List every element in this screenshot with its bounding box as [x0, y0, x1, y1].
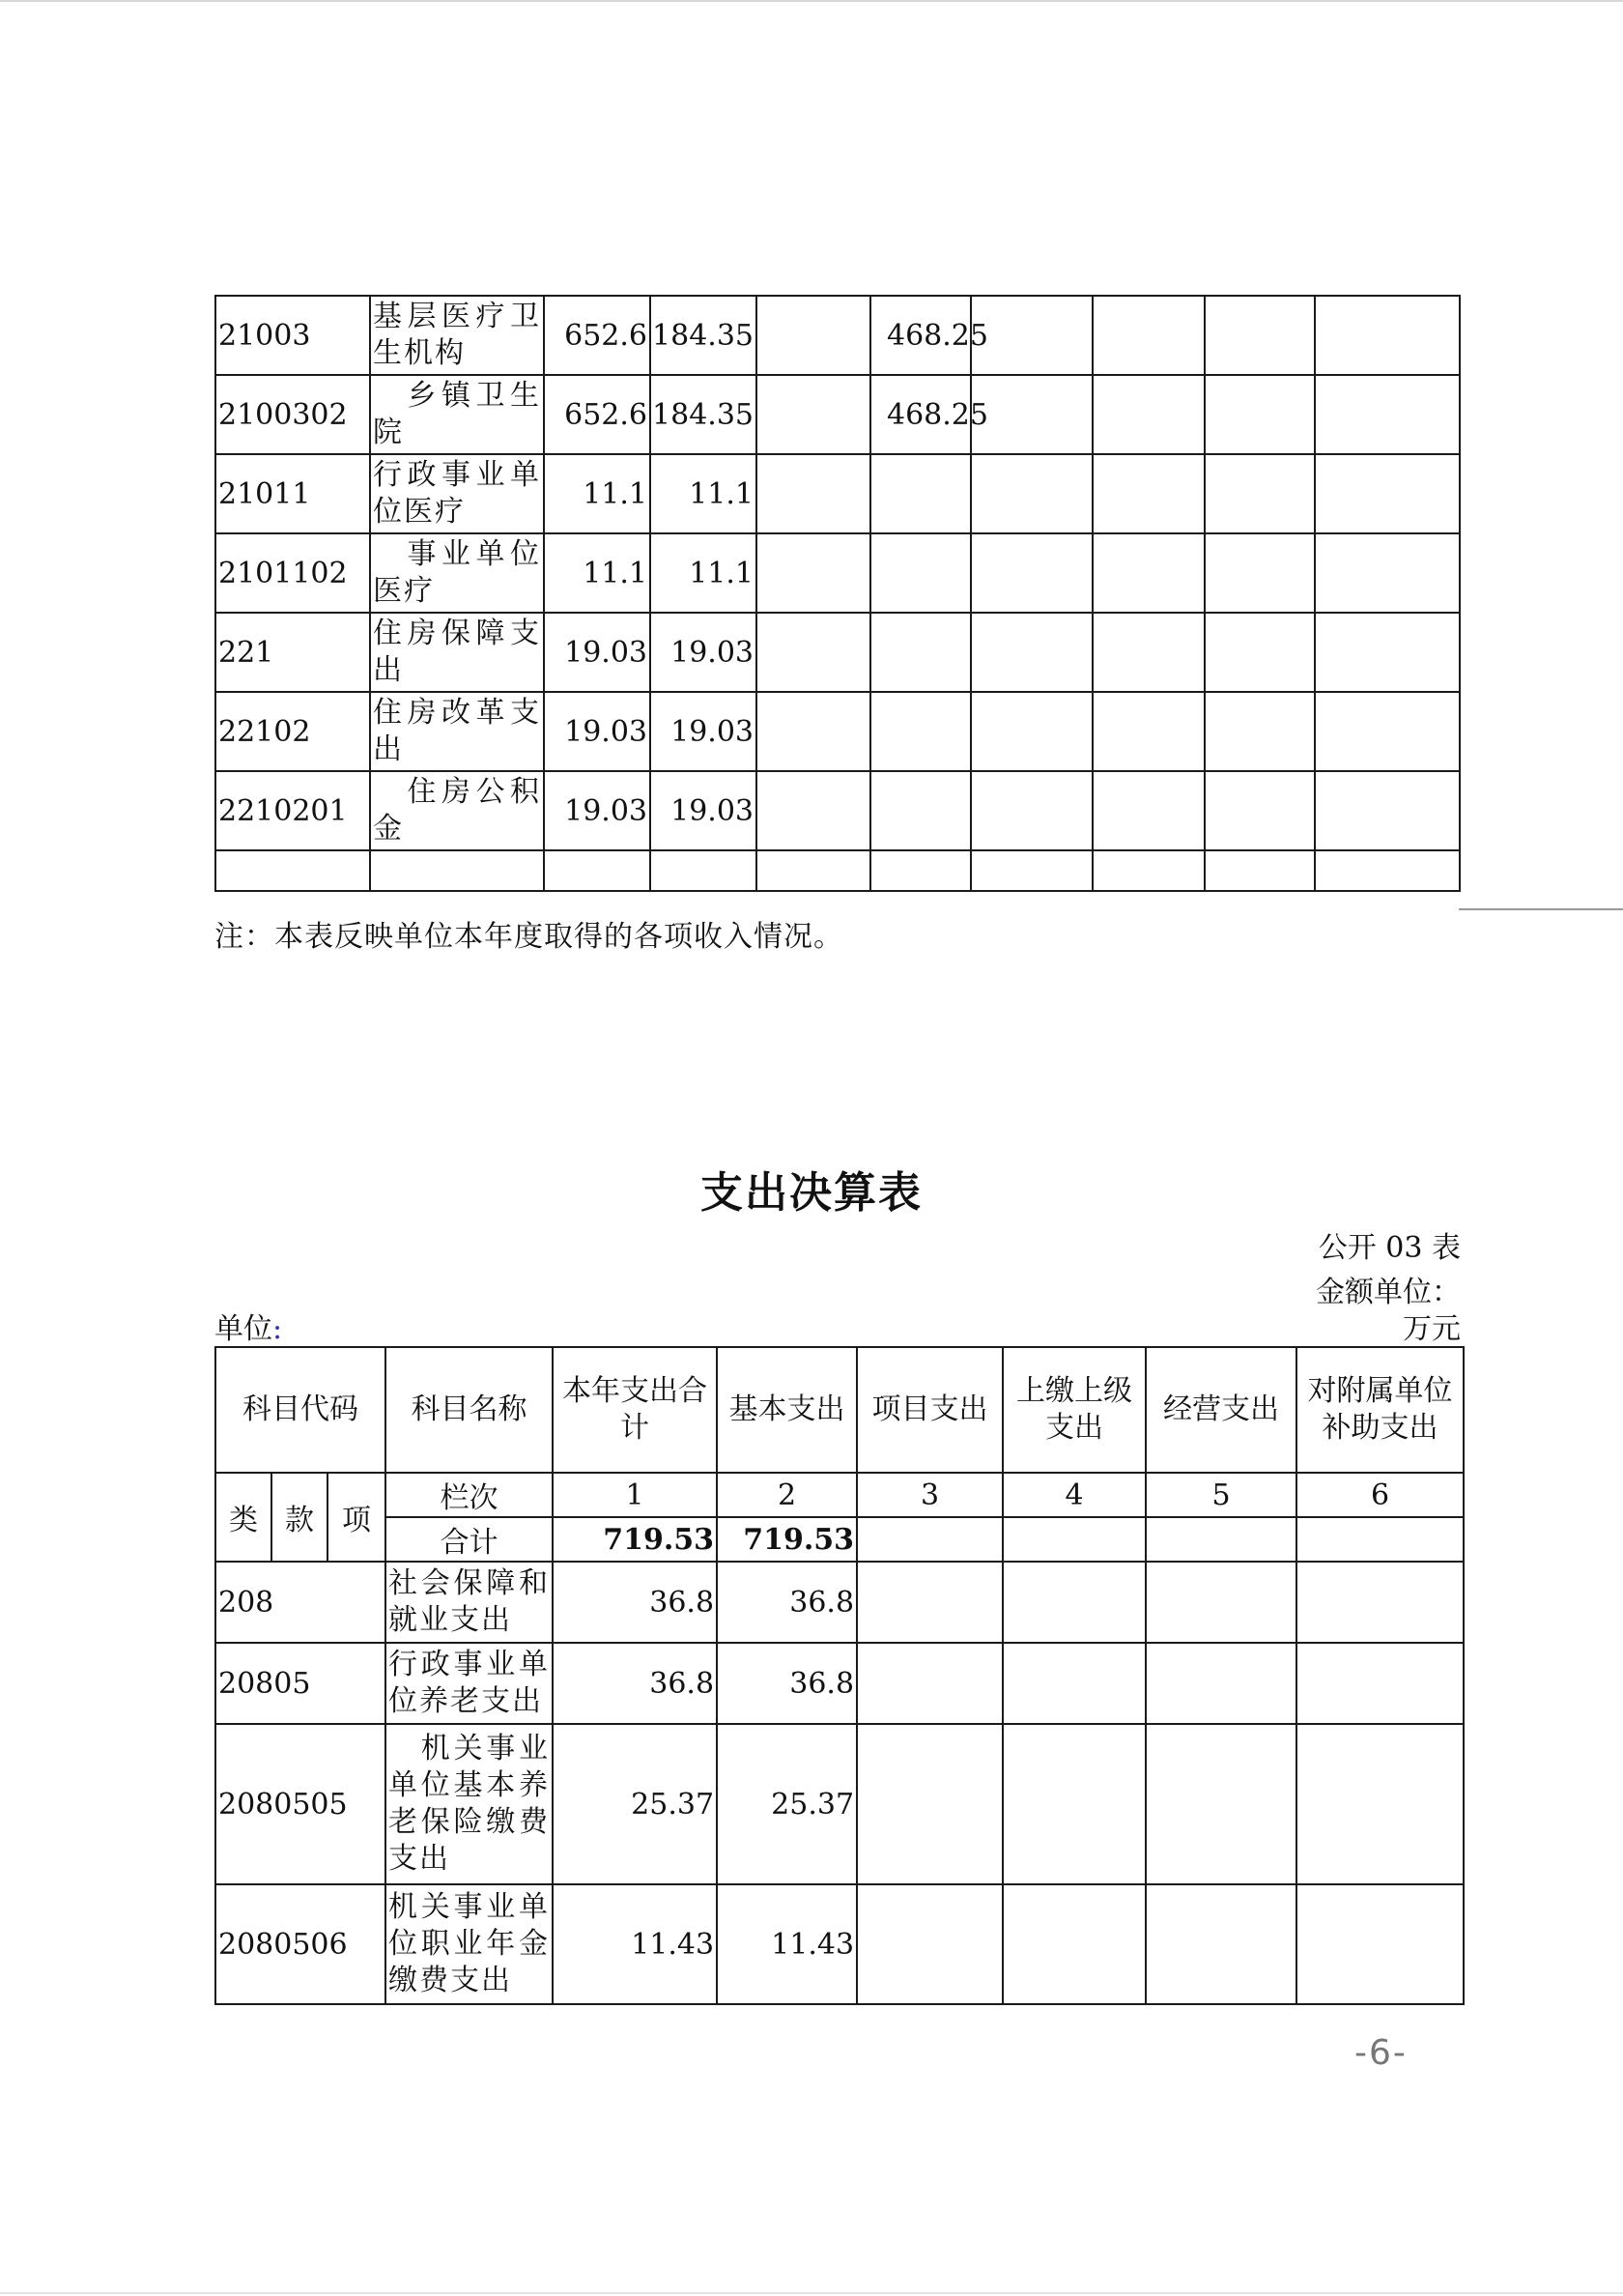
subject-code: 2080505	[215, 1724, 385, 1884]
subject-code: 21003	[215, 296, 370, 375]
table-row	[215, 1562, 1464, 1643]
unit-label-text: 单位	[214, 1312, 272, 1346]
subject-code: 21011	[215, 454, 370, 533]
income-col-2: 19.03	[650, 692, 756, 771]
income-total: 652.6	[544, 375, 650, 454]
subject-code: 2210201	[215, 771, 370, 850]
subject-name: 住房改革支出	[370, 692, 544, 771]
expense-basic: 25.37	[717, 1724, 857, 1884]
bottom-border-line	[0, 2292, 1623, 2294]
income-col-4	[870, 533, 971, 613]
header-total: 本年支出合计	[553, 1347, 717, 1473]
expense-basic: 36.8	[717, 1562, 857, 1643]
expense-total: 11.43	[553, 1884, 717, 2004]
header-subject-code: 科目代码	[215, 1347, 385, 1473]
header-row	[215, 1347, 1464, 1473]
expense-table	[214, 1346, 1465, 2005]
income-col-2: 184.35	[650, 375, 756, 454]
subject-name: 机关事业单位职业年金缴费支出	[385, 1884, 553, 2004]
subject-code: 20805	[215, 1643, 385, 1724]
header-subsidy: 对附属单位补助支出	[1296, 1347, 1464, 1473]
subject-code: 2080506	[215, 1884, 385, 2004]
subject-code: 22102	[215, 692, 370, 771]
table-row	[215, 533, 1460, 613]
income-col-2: 19.03	[650, 771, 756, 850]
subject-name: 社会保障和就业支出	[385, 1562, 553, 1643]
header-remit: 上缴上级支出	[1003, 1347, 1146, 1473]
divider-line	[1459, 908, 1623, 910]
income-col-3	[756, 692, 870, 771]
amount-unit-value: 万元	[1403, 1312, 1461, 1346]
table-row	[215, 613, 1460, 692]
income-col-4	[870, 454, 971, 533]
expense-total: 36.8	[553, 1562, 717, 1643]
header-project: 项目支出	[857, 1347, 1003, 1473]
subject-name: 乡镇卫生院	[370, 375, 544, 454]
header-section: 款	[271, 1473, 327, 1562]
column-number: 2	[717, 1473, 857, 1517]
income-col-4: 468.25	[870, 296, 971, 375]
subject-code: 2101102	[215, 533, 370, 613]
income-col-2: 184.35	[650, 296, 756, 375]
subject-code: 221	[215, 613, 370, 692]
header-basic: 基本支出	[717, 1347, 857, 1473]
income-col-2: 19.03	[650, 613, 756, 692]
income-table	[214, 295, 1461, 892]
subject-name: 机关事业单位基本养老保险缴费支出	[385, 1724, 553, 1884]
income-col-4	[870, 771, 971, 850]
subject-name: 基层医疗卫生机构	[370, 296, 544, 375]
income-total: 19.03	[544, 613, 650, 692]
column-number-row	[215, 1473, 1464, 1517]
income-col-3	[756, 375, 870, 454]
table-row	[215, 296, 1460, 375]
header-class: 类	[215, 1473, 271, 1562]
header-column-no: 栏次	[385, 1473, 553, 1517]
income-col-4: 468.25	[870, 375, 971, 454]
table-row	[215, 1724, 1464, 1884]
total-basic: 719.53	[717, 1517, 857, 1562]
expense-total: 36.8	[553, 1643, 717, 1724]
income-total: 652.6	[544, 296, 650, 375]
income-total: 11.1	[544, 454, 650, 533]
header-item: 项	[327, 1473, 385, 1562]
total-label: 合计	[385, 1517, 553, 1562]
expense-total: 25.37	[553, 1724, 717, 1884]
table-row	[215, 1643, 1464, 1724]
income-col-3	[756, 296, 870, 375]
total-expense: 719.53	[553, 1517, 717, 1562]
income-total: 19.03	[544, 771, 650, 850]
income-col-4	[870, 613, 971, 692]
expense-basic: 11.43	[717, 1884, 857, 2004]
income-col-3	[756, 533, 870, 613]
table-note: 注：本表反映单位本年度取得的各项收入情况。	[214, 920, 843, 954]
table-row-empty	[215, 850, 1460, 891]
table-row	[215, 1884, 1464, 2004]
income-col-3	[756, 771, 870, 850]
form-id: 公开 03 表	[1318, 1231, 1461, 1265]
table-row	[215, 771, 1460, 850]
header-business: 经营支出	[1146, 1347, 1296, 1473]
income-col-2: 11.1	[650, 454, 756, 533]
column-number: 6	[1296, 1473, 1464, 1517]
total-row	[215, 1517, 1464, 1562]
table-row	[215, 692, 1460, 771]
unit-label-colon: :	[272, 1312, 283, 1346]
income-col-4	[870, 692, 971, 771]
subject-name: 行政事业单位养老支出	[385, 1643, 553, 1724]
amount-unit-label: 金额单位：	[1316, 1276, 1461, 1309]
income-total: 11.1	[544, 533, 650, 613]
income-col-2: 11.1	[650, 533, 756, 613]
subject-name: 住房保障支出	[370, 613, 544, 692]
table-row	[215, 375, 1460, 454]
column-number: 3	[857, 1473, 1003, 1517]
expense-basic: 36.8	[717, 1643, 857, 1724]
income-total: 19.03	[544, 692, 650, 771]
unit-label	[214, 1305, 282, 1347]
subject-name: 行政事业单位医疗	[370, 454, 544, 533]
income-col-3	[756, 454, 870, 533]
header-subject-name: 科目名称	[385, 1347, 553, 1473]
subject-code: 2100302	[215, 375, 370, 454]
subject-name: 住房公积金	[370, 771, 544, 850]
subject-name: 事业单位医疗	[370, 533, 544, 613]
column-number: 4	[1003, 1473, 1146, 1517]
column-number: 1	[553, 1473, 717, 1517]
subject-code: 208	[215, 1562, 385, 1643]
page-number: -6-	[1354, 2033, 1408, 2073]
table-row	[215, 454, 1460, 533]
column-number: 5	[1146, 1473, 1296, 1517]
page-title: 支出决算表	[700, 1168, 923, 1218]
top-border-line	[0, 0, 1623, 2]
income-col-3	[756, 613, 870, 692]
